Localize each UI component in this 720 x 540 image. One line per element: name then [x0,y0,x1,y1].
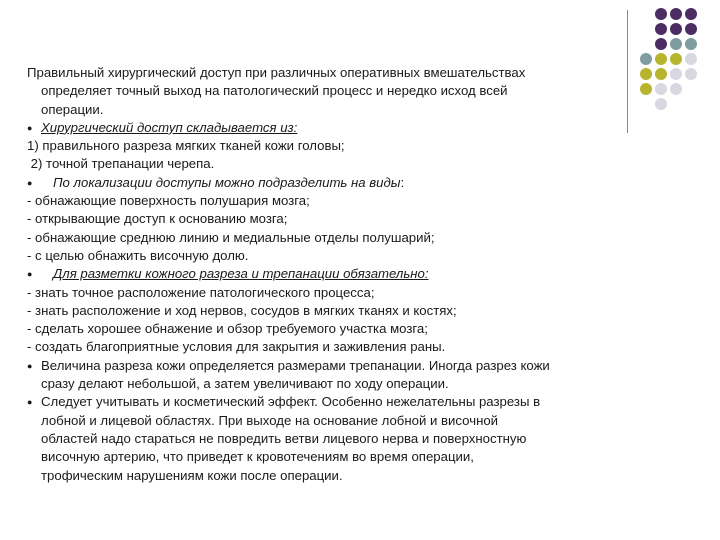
bullet-item-localization [27,174,637,192]
decorative-dot [670,68,682,80]
decorative-dot [670,8,682,20]
bullet-icon: ● [27,177,33,188]
list-item: 1) правильного разреза мягких тканей кожи головы; [27,138,345,154]
localization-colon: : [400,174,405,190]
bullet-item-access-components [27,119,637,137]
decorative-dot [670,83,682,95]
bullet-icon: ● [27,360,33,371]
decorative-dot [685,38,697,50]
access-components-heading: Хирургический доступ складывается из: [41,119,298,135]
decorative-dot [685,68,697,80]
intro-line-2: определяет точный выход на патологический процесс и нередко исход всей [41,83,508,99]
decorative-dot [670,23,682,35]
cosmetic-line-4: височную артерию, что приведет к кровотечениям во время операции, [41,449,474,465]
decorative-dot [655,53,667,65]
decorative-dot [670,53,682,65]
bullet-icon: ● [27,269,33,280]
decorative-dot [640,68,652,80]
list-item: - знать точное расположение патологического процесса; [27,284,375,300]
incision-size-line-2: сразу делают небольшой, а затем увеличивают по ходу операции. [41,376,449,392]
list-item: - обнажающие поверхность полушария мозга; [27,193,310,209]
decorative-dot [655,98,667,110]
list-item: 2) точной трепанации черепа. [27,156,215,172]
intro-line-3: операции. [41,101,104,117]
marking-heading: Для разметки кожного разреза и трепанации обязательно: [53,266,429,282]
bullet-icon: ● [27,122,33,133]
cosmetic-line-5: трофическим нарушениям кожи после операции. [41,467,343,483]
decorative-dot [685,23,697,35]
bullet-icon: ● [27,397,33,408]
decorative-dot [685,53,697,65]
slide-text [27,64,637,485]
decorative-dot [655,8,667,20]
list-item: - создать благоприятные условия для закрытия и заживления раны. [27,339,446,355]
bullet-item-cosmetic [27,393,637,484]
decorative-dot [655,38,667,50]
list-item: - знать расположение и ход нервов, сосудов в мягких тканях и костях; [27,302,457,318]
cosmetic-line-1: Следует учитывать и косметический эффект. Особенно нежелательны разрезы в [41,394,541,410]
decorative-dot [655,83,667,95]
bullet-item-incision-size [27,357,637,394]
decorative-dot [685,8,697,20]
cosmetic-line-3: областей надо стараться не повредить ветви лицевого нерва и поверхностную [41,430,527,446]
list-item: - сделать хорошее обнажение и обзор требуемого участка мозга; [27,321,428,337]
cosmetic-line-2: лобной и лицевой областях. При выходе на основание лобной и височной [41,412,499,428]
decorative-dot [655,23,667,35]
paragraph-intro [27,64,637,119]
intro-line-1: Правильный хирургический доступ при различных оперативных вмешательствах [27,65,526,80]
decorative-dot [670,38,682,50]
list-item: - обнажающие среднюю линию и медиальные отделы полушарий; [27,229,435,245]
localization-heading: По локализации доступы можно подразделить на виды [53,174,401,190]
list-item: - открывающие доступ к основанию мозга; [27,211,288,227]
decorative-dot [640,83,652,95]
decorative-dot [655,68,667,80]
list-item: - с целью обнажить височную долю. [27,247,249,263]
bullet-item-marking [27,265,637,283]
incision-size-line-1: Величина разреза кожи определяется размерами трепанации. Иногда разрез кожи [41,357,550,373]
decorative-dot-grid [640,8,720,128]
decorative-dot [640,53,652,65]
